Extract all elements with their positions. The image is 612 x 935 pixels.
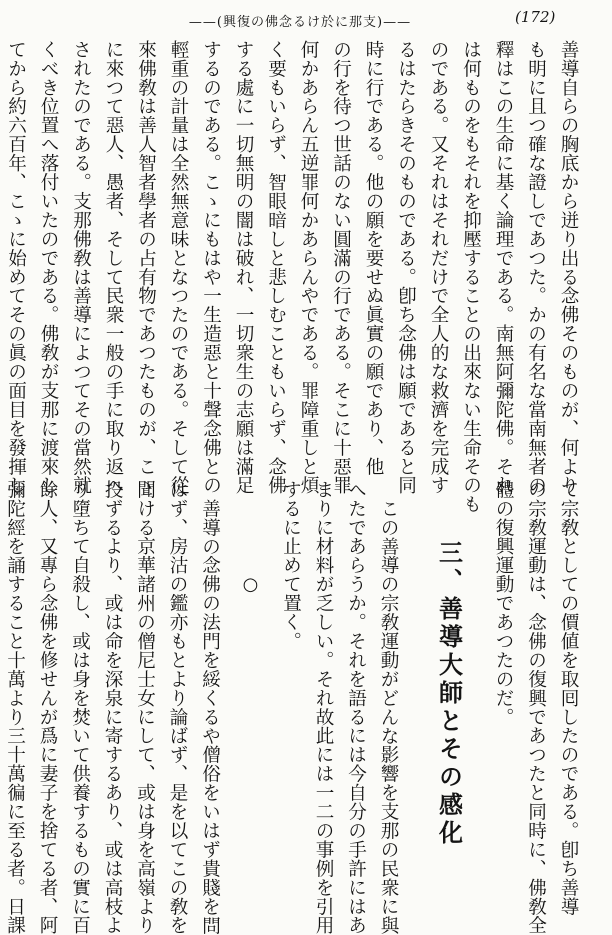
text-line: まりに材料が乏しい。それ故此には一二の事例を引用 xyxy=(313,480,334,935)
text-line: 投ずるより、或は命を深泉に寄するあり、或は高枝よ xyxy=(102,480,123,935)
text-line: に來つて惡人、愚者、そして民衆一般の手に取り返へ xyxy=(103,40,124,495)
text-line: 來佛敎は善人智者學者の占有物であつたものが、こゝ xyxy=(135,40,157,495)
text-line: はず、房沽の鑑亦もとより論ばず、是を以てこの敎を xyxy=(167,480,188,935)
running-head: ——(興復の佛念るけ於に那支)—— xyxy=(188,14,412,30)
text-line: く要もいらず、智眼暗しと悲しむこともいらず、念佛 xyxy=(265,40,287,495)
top-text-column xyxy=(5,40,584,514)
circle-mark: ○ xyxy=(240,573,261,595)
text-line: 體の復興運動であつたのだ。 xyxy=(493,480,514,727)
text-line: 聞ける京華諸州の僧尼士女にして、或は身を高嶺より xyxy=(134,480,156,935)
text-line: のである。又それはそれだけで全人的な救濟を完成す xyxy=(428,40,449,495)
text-line: されたのである。支那佛敎は善導によつてその當然就 xyxy=(70,40,92,495)
text-line: 善導自らの胸底から迸り出る念佛そのものが、何より xyxy=(558,40,579,495)
text-line: 何かあらん五逆罪何かあらんやである。罪障重しと煩 xyxy=(298,40,319,495)
text-line: 餘人、又專ら念佛を修せんが爲に妻子を捨てる者、阿 xyxy=(37,480,58,935)
text-line: 彌陀經を誦すること十萬より三十萬徧に至る者。日課 xyxy=(4,480,26,935)
text-line: てから約六百年、こゝに始めてその眞の面目を發揮し xyxy=(5,40,27,495)
text-line: て宗敎としての價値を取囘したのである。卽ち善導 xyxy=(558,480,579,916)
text-line: も明に且つ確な證しであつた。かの有名な當南無者の xyxy=(525,40,547,495)
page-number: (172) xyxy=(515,8,556,26)
text-line: くべき位置へ落付いたのである。佛敎が支那に渡來し xyxy=(38,40,59,495)
text-line: り墮ちて自殺し、或は身を焚いて供養するもの實に百 xyxy=(69,480,91,935)
text-line: するに止めて置く。 xyxy=(280,480,302,651)
text-line: 善導の念佛の法門を綏くるや僧俗をいはず貴賤を問 xyxy=(199,498,221,935)
text-line: するのである。こゝにもはや一生造惡と十聲念佛との xyxy=(200,40,222,495)
text-line: の宗敎運動は、念佛の復興であつたと同時に、佛敎全 xyxy=(525,480,547,935)
section-heading: 三、善導大師とその感化 xyxy=(434,540,464,848)
text-line: 輕重の計量は全然無意味となつたのである。そして從 xyxy=(168,40,189,495)
text-line: この善導の宗敎運動がどんな影響を支那の民衆に與 xyxy=(378,498,399,935)
text-line: する處に一切無明の闇は破れ、一切衆生の志願は滿足 xyxy=(233,40,254,495)
text-line: は何ものをもそれを抑壓することの出來ない生命そのも xyxy=(460,40,482,514)
text-line: 釋はこの生命に基く論理である。南無阿彌陀佛。それ xyxy=(493,40,514,495)
text-line: 時に行である。他の願を要せぬ眞實の願であり、他 xyxy=(363,40,384,476)
text-line: の行を待つ世話のない圓滿の行である。そこに十惡罪 xyxy=(330,40,352,495)
text-line: へたであらうか。それを語るには今自分の手許にはあ xyxy=(345,480,367,935)
text-line: るはたらきそのものである。卽ち念佛は願であると同 xyxy=(395,40,417,495)
bottom-text-column xyxy=(4,480,584,935)
